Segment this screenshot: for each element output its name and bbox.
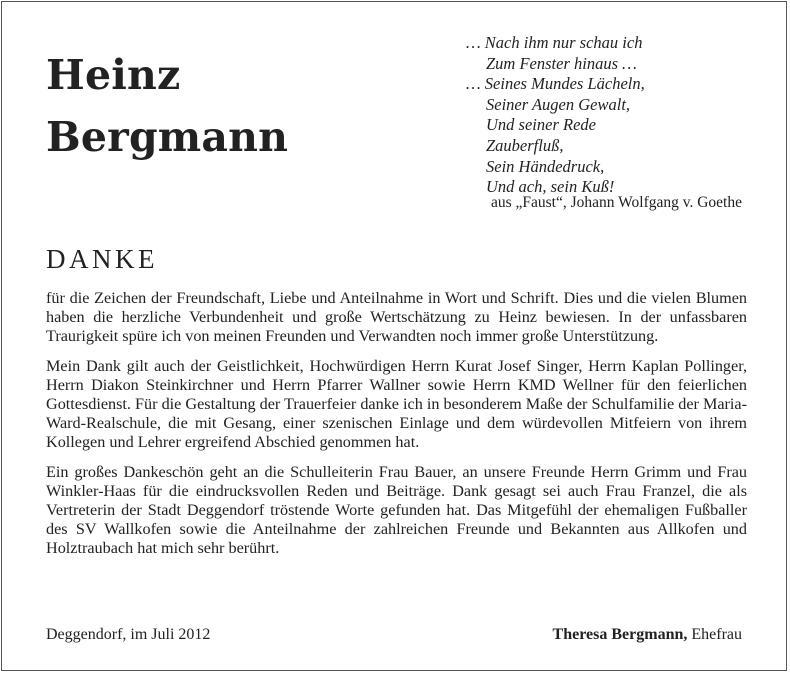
poem-line: Sein Händedruck, bbox=[486, 156, 605, 176]
last-name: Bergmann bbox=[46, 113, 289, 161]
paragraph: Ein großes Dankeschön geht an die Schulleiterin Frau Bauer, an unsere Freunde Herrn Grimm und Frau Winkler-Haas für die eindrucksvollen Reden und Beiträge. Dank gesagt sei auch Frau Franzel, die als Vertreterin der Stadt Deggendorf tröstende Worte gefunden hat. Das Mitgefühl der ehemaligen Fußballer des SV Wallkofen sowie die Anteilnahme der zahlreichen Freunde und Bekannten aus Allkofen und Holztraubach hat mich sehr berührt. bbox=[46, 462, 747, 558]
poem-line: … Nach ihm nur schau ich bbox=[466, 33, 643, 52]
poem-line: Seiner Augen Gewalt, bbox=[486, 94, 631, 114]
poem-line: Zauberfluß, bbox=[486, 135, 564, 155]
place-date: Deggendorf, im Juli 2012 bbox=[46, 626, 211, 643]
thank-you-notice bbox=[1, 1, 787, 671]
paragraph: für die Zeichen der Freundschaft, Liebe und Anteilnahme in Wort und Schrift. Dies und die vielen Blumen haben die herzliche Verbundenheit und große Wertschätzung zu Heinz bewiesen. In der unfassbaren Traurigkeit spüre ich von meinen Freunden und Verwandten noch immer große Unterstützung. bbox=[46, 289, 747, 346]
heading: DANKE bbox=[46, 244, 158, 274]
signature bbox=[553, 626, 742, 644]
signer-relation: Ehefrau bbox=[691, 626, 742, 643]
deceased-name bbox=[46, 44, 288, 168]
paragraph: Mein Dank gilt auch der Geistlichkeit, Hochwürdigen Herrn Kurat Josef Singer, Herrn Kaplan Pollinger, Herrn Diakon Steinkirchner und Herrn Pfarrer Wallner sowie Herrn KMD Wellner für den feierlichen Gottesdienst. Für die Gestaltung der Trauerfeier danke ich in besonderem Maße der Schulfamilie der Maria-Ward-Realschule, die mit Gesang, einer szenischen Einlage und dem würdevollen Mitfeiern von ihrem Kollegen und Lehrer ergreifend Abschied genommen hat. bbox=[46, 356, 747, 452]
poem-quote bbox=[466, 33, 645, 198]
signer-name: Theresa Bergmann, bbox=[552, 626, 688, 643]
poem-line: Zum Fenster hinaus … bbox=[486, 53, 637, 73]
first-name: Heinz bbox=[46, 51, 181, 99]
poem-line: Und seiner Rede bbox=[486, 115, 596, 135]
poem-line: … Seines Mundes Lächeln, bbox=[466, 74, 645, 94]
poem-source: aus „Faust“, Johann Wolfgang v. Goethe bbox=[490, 194, 742, 211]
message-body bbox=[46, 289, 747, 569]
poem-line: Und ach, sein Kuß! bbox=[486, 177, 615, 197]
